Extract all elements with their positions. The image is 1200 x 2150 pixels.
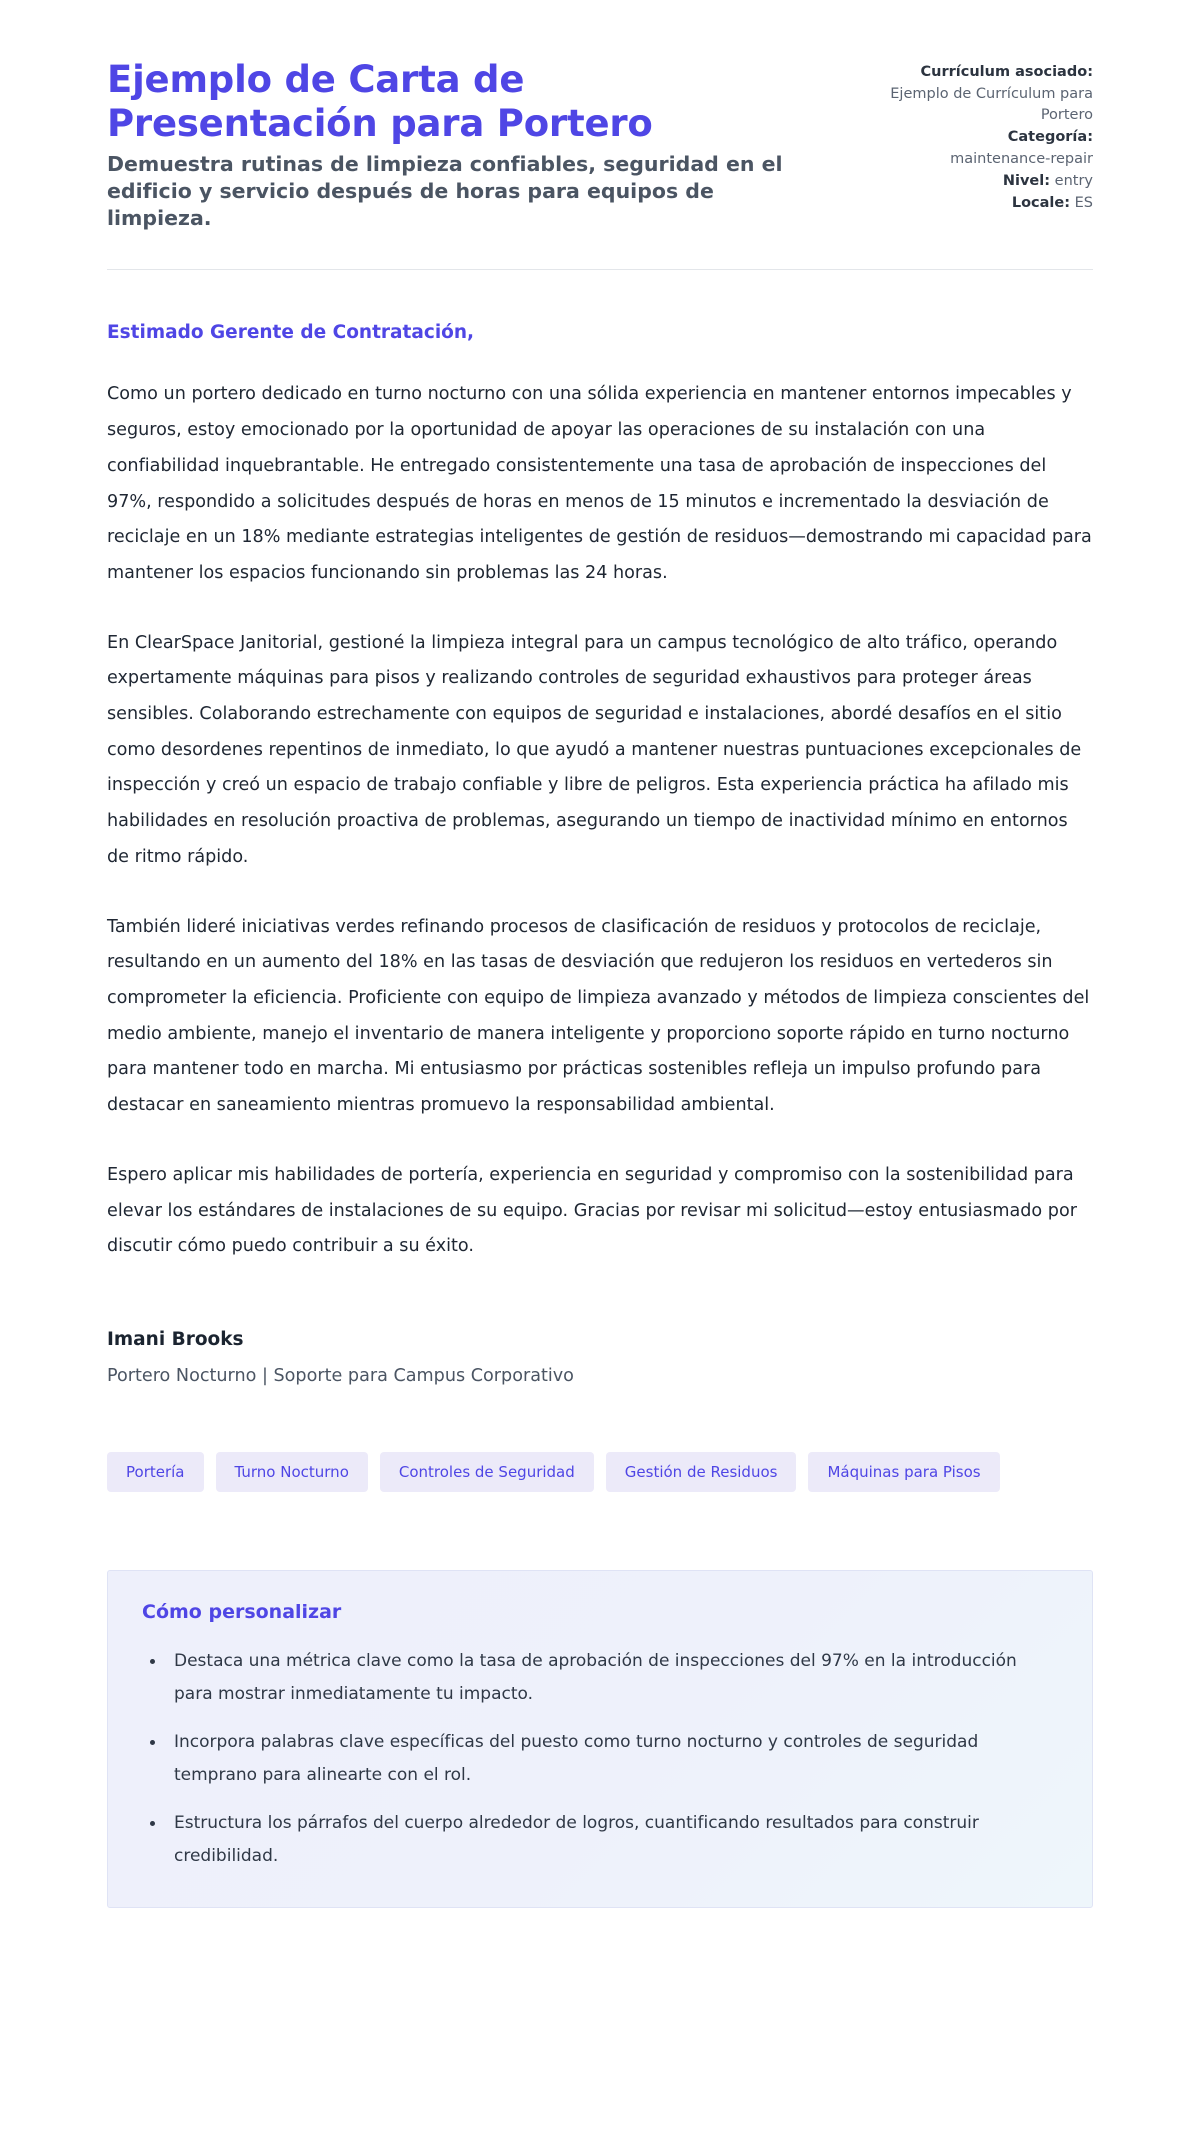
callout-tip-list: [142, 1645, 1058, 1873]
meta-category-label: Categoría:: [1007, 129, 1093, 146]
page-title: Ejemplo de Carta de Presentación para Portero: [107, 58, 653, 145]
list-item: • Destaca una métrica clave como la tasa de aprobación de inspecciones del 97% en la introducción para mostrar inmediatamente tu impacto.: [166, 1645, 1058, 1710]
meta-category: [834, 127, 1093, 148]
letter-paragraph-1: Como un portero dedicado en turno nocturno con una sólida experiencia en mantener entornos impecables y seguros, estoy emocionado por la oportunidad de apoyar las operaciones de su instalación con una confiabilidad inquebrantable. He entregado consistentemente una tasa de aprobación de inspecciones del 97%, respondido a solicitudes después de horas en menos de 15 minutos e incrementado la desviación de reciclaje en un 18% mediante estrategias inteligentes de gestión de residuos—demostrando mi capacidad para mantener los espacios funcionando sin problemas las 24 horas.: [107, 384, 1092, 583]
signature-role: Portero Nocturno | Soporte para Campus Corporativo: [107, 1365, 574, 1386]
tag-chip[interactable]: Máquinas para Pisos: [808, 1452, 999, 1492]
document-metadata: [834, 58, 1093, 215]
tag-chip[interactable]: Gestión de Residuos: [606, 1452, 797, 1492]
meta-associated-resume: [834, 62, 1093, 83]
list-item: • Incorpora palabras clave específicas del puesto como turno nocturno y controles de seguridad temprano para alinearte con el rol.: [166, 1726, 1058, 1791]
letter-paragraph-4: Espero aplicar mis habilidades de portería, experiencia en seguridad y compromiso con la sostenibilidad para elevar los estándares de instalaciones de su equipo. Gracias por revisar mi solicitud—estoy entusiasmado por discutir cómo puedo contribuir a su éxito.: [107, 1164, 1077, 1257]
cover-letter-body: [107, 270, 1093, 1264]
document-header: [107, 0, 1093, 232]
tag-list: [107, 1386, 1093, 1492]
meta-category-value: maintenance-repair: [950, 151, 1093, 168]
meta-category-value-row: [834, 149, 1093, 170]
letter-paragraph-2: En ClearSpace Janitorial, gestioné la limpieza integral para un campus tecnológico de alto tráfico, operando expertamente máquinas para pisos y realizando controles de seguridad exhaustivos para proteger áreas sensibles. Colaborando estrechamente con equipos de seguridad e instalaciones, abordé desafíos en el sitio como desordenes repentinos de inmediato, lo que ayudó a mantener nuestras puntuaciones excepcionales de inspección y creó un espacio de trabajo confiable y libre de peligros. Esta experiencia práctica ha afilado mis habilidades en resolución proactiva de problemas, asegurando un tiempo de inactividad mínimo en entornos de ritmo rápido.: [107, 632, 1082, 867]
letter-paragraph-3: También lideré iniciativas verdes refinando procesos de clasificación de residuos y protocolos de reciclaje, resultando en un aumento del 18% en las tasas de desviación que redujeron los residuos en vertederos sin comprometer la eficiencia. Proficiente con equipo de limpieza avanzado y métodos de limpieza conscientes del medio ambiente, manejo el inventario de manera inteligente y proporciono soporte rápido en turno nocturno para mantener todo en marcha. Mi entusiasmo por prácticas sostenibles refleja un impulso profundo para destacar en saneamiento mientras promuevo la responsabilidad ambiental.: [107, 916, 1090, 1116]
meta-locale: [834, 193, 1093, 214]
meta-level-value: entry: [1054, 173, 1093, 190]
meta-locale-value: ES: [1074, 195, 1093, 212]
tag-chip[interactable]: Portería: [107, 1452, 204, 1492]
meta-associated-resume-value-row: [834, 84, 1093, 126]
header-title-block: [107, 58, 794, 232]
tag-chip[interactable]: Controles de Seguridad: [380, 1452, 594, 1492]
meta-level: [834, 171, 1093, 192]
page-subtitle: Demuestra rutinas de limpieza confiables, seguridad en el edificio y servicio después de horas para equipos de limpieza.: [107, 152, 783, 231]
tag-chip[interactable]: Turno Nocturno: [216, 1452, 368, 1492]
meta-level-label: Nivel:: [1002, 173, 1051, 190]
meta-locale-label: Locale:: [1011, 195, 1071, 212]
letter-salutation: Estimado Gerente de Contratación,: [107, 322, 475, 344]
list-item: • Estructura los párrafos del cuerpo alrededor de logros, cuantificando resultados para construir credibilidad.: [166, 1807, 1058, 1872]
meta-associated-resume-label: Currículum asociado:: [920, 64, 1093, 80]
meta-associated-resume-value: Ejemplo de Currículum para Portero: [890, 86, 1093, 124]
signature-name: Imani Brooks: [107, 1328, 244, 1350]
signature-block: [107, 1299, 1093, 1386]
callout-title: Cómo personalizar: [142, 1600, 342, 1623]
customization-callout: [107, 1570, 1093, 1908]
